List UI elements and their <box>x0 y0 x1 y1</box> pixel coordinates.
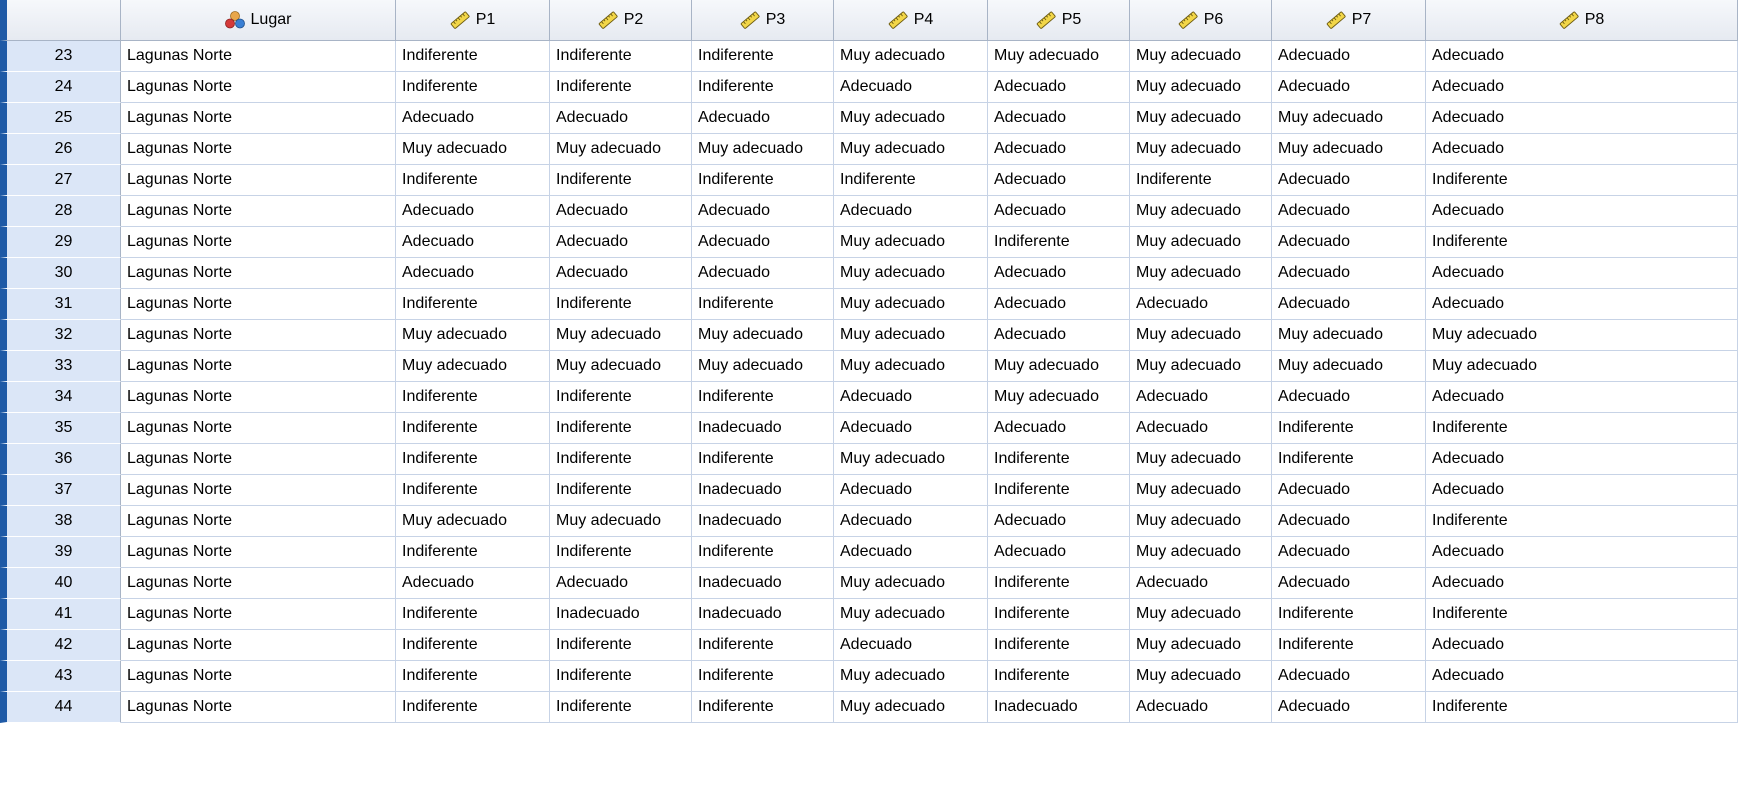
scale-ruler-icon <box>888 11 908 29</box>
row-number[interactable]: 35 <box>0 413 121 444</box>
table-cell[interactable]: Adecuado <box>550 258 692 289</box>
table-cell[interactable]: Muy adecuado <box>692 134 834 165</box>
table-cell[interactable]: Indiferente <box>396 475 550 506</box>
row-number[interactable]: 25 <box>0 103 121 134</box>
table-cell[interactable]: Adecuado <box>834 475 988 506</box>
table-cell[interactable]: Lagunas Norte <box>121 382 396 413</box>
table-cell[interactable]: Indiferente <box>550 382 692 413</box>
table-cell[interactable]: Indiferente <box>396 382 550 413</box>
table-cell[interactable]: Lagunas Norte <box>121 661 396 692</box>
row-number[interactable]: 38 <box>0 506 121 537</box>
table-cell[interactable]: Muy adecuado <box>834 103 988 134</box>
table-cell[interactable]: Inadecuado <box>988 692 1130 723</box>
table-cell[interactable]: Adecuado <box>1426 103 1738 134</box>
row-number[interactable]: 31 <box>0 289 121 320</box>
table-cell[interactable]: Muy adecuado <box>1272 320 1426 351</box>
row-number[interactable]: 24 <box>0 72 121 103</box>
table-cell[interactable]: Indiferente <box>692 41 834 72</box>
table-cell[interactable]: Inadecuado <box>550 599 692 630</box>
table-cell[interactable]: Adecuado <box>1426 444 1738 475</box>
table-cell[interactable]: Indiferente <box>550 72 692 103</box>
table-cell[interactable]: Indiferente <box>692 444 834 475</box>
table-cell[interactable]: Adecuado <box>834 196 988 227</box>
table-cell[interactable]: Indiferente <box>550 537 692 568</box>
table-cell[interactable]: Lagunas Norte <box>121 506 396 537</box>
table-cell[interactable]: Muy adecuado <box>1130 444 1272 475</box>
table-cell[interactable]: Adecuado <box>988 72 1130 103</box>
table-cell[interactable]: Adecuado <box>1426 475 1738 506</box>
table-cell[interactable]: Indiferente <box>1426 227 1738 258</box>
table-cell[interactable]: Adecuado <box>1272 72 1426 103</box>
table-cell[interactable]: Muy adecuado <box>1130 196 1272 227</box>
table-cell[interactable]: Lagunas Norte <box>121 692 396 723</box>
row-number[interactable]: 28 <box>0 196 121 227</box>
table-cell[interactable]: Muy adecuado <box>834 227 988 258</box>
table-cell[interactable]: Muy adecuado <box>1130 72 1272 103</box>
table-cell[interactable]: Indiferente <box>396 165 550 196</box>
table-cell[interactable]: Adecuado <box>1426 41 1738 72</box>
table-cell[interactable]: Muy adecuado <box>834 568 988 599</box>
table-cell[interactable]: Adecuado <box>692 196 834 227</box>
table-cell[interactable]: Adecuado <box>396 103 550 134</box>
table-cell[interactable]: Adecuado <box>1426 196 1738 227</box>
table-cell[interactable]: Indiferente <box>396 630 550 661</box>
table-cell[interactable]: Adecuado <box>834 506 988 537</box>
table-cell[interactable]: Indiferente <box>396 661 550 692</box>
table-cell[interactable]: Adecuado <box>1426 134 1738 165</box>
row-number[interactable]: 37 <box>0 475 121 506</box>
scale-ruler-icon <box>1326 11 1346 29</box>
column-header-p7[interactable] <box>1272 0 1426 41</box>
table-cell[interactable]: Muy adecuado <box>396 134 550 165</box>
table-cell[interactable]: Indiferente <box>1272 413 1426 444</box>
column-header-label: P4 <box>913 11 934 28</box>
table-cell[interactable]: Adecuado <box>834 413 988 444</box>
scale-ruler-icon <box>598 11 618 29</box>
table-cell[interactable]: Lagunas Norte <box>121 320 396 351</box>
table-cell[interactable]: Indiferente <box>550 661 692 692</box>
column-header-label: P1 <box>475 11 496 28</box>
table-cell[interactable]: Adecuado <box>550 227 692 258</box>
table-cell[interactable]: Adecuado <box>692 258 834 289</box>
table-cell[interactable]: Indiferente <box>1426 413 1738 444</box>
table-cell[interactable]: Inadecuado <box>692 506 834 537</box>
table-cell[interactable]: Adecuado <box>988 413 1130 444</box>
table-cell[interactable]: Indiferente <box>1130 165 1272 196</box>
table-cell[interactable]: Lagunas Norte <box>121 630 396 661</box>
table-cell[interactable]: Lagunas Norte <box>121 599 396 630</box>
table-cell[interactable]: Adecuado <box>550 568 692 599</box>
table-cell[interactable]: Adecuado <box>1272 661 1426 692</box>
table-cell[interactable]: Lagunas Norte <box>121 289 396 320</box>
table-cell[interactable]: Muy adecuado <box>550 506 692 537</box>
row-number[interactable]: 34 <box>0 382 121 413</box>
table-cell[interactable]: Adecuado <box>550 103 692 134</box>
column-header-lugar[interactable] <box>121 0 396 41</box>
row-number[interactable]: 42 <box>0 630 121 661</box>
table-cell[interactable]: Lagunas Norte <box>121 475 396 506</box>
table-cell[interactable]: Muy adecuado <box>834 599 988 630</box>
grid-corner[interactable] <box>0 0 121 41</box>
table-cell[interactable]: Indiferente <box>1426 692 1738 723</box>
column-header-p3[interactable] <box>692 0 834 41</box>
table-cell[interactable]: Lagunas Norte <box>121 258 396 289</box>
table-cell[interactable]: Indiferente <box>692 165 834 196</box>
table-cell[interactable]: Adecuado <box>834 382 988 413</box>
table-cell[interactable]: Lagunas Norte <box>121 196 396 227</box>
table-cell[interactable]: Adecuado <box>1426 258 1738 289</box>
table-cell[interactable]: Muy adecuado <box>834 444 988 475</box>
table-cell[interactable]: Muy adecuado <box>1130 661 1272 692</box>
table-cell[interactable]: Muy adecuado <box>1272 103 1426 134</box>
table-cell[interactable]: Muy adecuado <box>1130 227 1272 258</box>
table-cell[interactable]: Adecuado <box>988 320 1130 351</box>
table-cell[interactable]: Adecuado <box>1426 661 1738 692</box>
table-cell[interactable]: Adecuado <box>550 196 692 227</box>
table-cell[interactable]: Indiferente <box>396 41 550 72</box>
table-cell[interactable]: Indiferente <box>988 661 1130 692</box>
table-cell[interactable]: Muy adecuado <box>988 351 1130 382</box>
table-cell[interactable]: Muy adecuado <box>834 258 988 289</box>
table-cell[interactable]: Indiferente <box>988 568 1130 599</box>
table-cell[interactable]: Muy adecuado <box>1130 506 1272 537</box>
table-cell[interactable]: Adecuado <box>1272 41 1426 72</box>
table-cell[interactable]: Indiferente <box>834 165 988 196</box>
table-cell[interactable]: Inadecuado <box>692 475 834 506</box>
table-cell[interactable]: Indiferente <box>988 599 1130 630</box>
table-cell[interactable]: Indiferente <box>988 630 1130 661</box>
row-number[interactable]: 33 <box>0 351 121 382</box>
table-cell[interactable]: Lagunas Norte <box>121 72 396 103</box>
table-cell[interactable]: Adecuado <box>988 196 1130 227</box>
table-cell[interactable]: Lagunas Norte <box>121 227 396 258</box>
table-cell[interactable]: Adecuado <box>1272 692 1426 723</box>
table-cell[interactable]: Muy adecuado <box>1426 320 1738 351</box>
table-cell[interactable]: Indiferente <box>1426 506 1738 537</box>
table-cell[interactable]: Muy adecuado <box>988 382 1130 413</box>
table-cell[interactable]: Adecuado <box>1272 289 1426 320</box>
table-cell[interactable]: Muy adecuado <box>396 320 550 351</box>
table-cell[interactable]: Muy adecuado <box>1272 134 1426 165</box>
table-cell[interactable]: Inadecuado <box>692 599 834 630</box>
column-header-label: P5 <box>1061 11 1082 28</box>
table-cell[interactable]: Adecuado <box>1272 568 1426 599</box>
column-header-label: P8 <box>1584 11 1605 28</box>
table-cell[interactable]: Adecuado <box>1272 196 1426 227</box>
table-cell[interactable]: Adecuado <box>834 537 988 568</box>
table-cell[interactable]: Adecuado <box>1426 537 1738 568</box>
table-cell[interactable]: Muy adecuado <box>834 320 988 351</box>
column-header-p8[interactable] <box>1426 0 1738 41</box>
table-cell[interactable]: Muy adecuado <box>834 661 988 692</box>
table-cell[interactable]: Indiferente <box>550 444 692 475</box>
table-cell[interactable]: Muy adecuado <box>1130 599 1272 630</box>
table-cell[interactable]: Indiferente <box>1272 599 1426 630</box>
table-cell[interactable]: Adecuado <box>988 258 1130 289</box>
table-cell[interactable]: Muy adecuado <box>1130 537 1272 568</box>
table-cell[interactable]: Indiferente <box>1272 630 1426 661</box>
table-cell[interactable]: Adecuado <box>834 72 988 103</box>
nominal-variable-icon <box>225 11 245 29</box>
table-cell[interactable]: Indiferente <box>692 537 834 568</box>
table-cell[interactable]: Lagunas Norte <box>121 103 396 134</box>
row-number[interactable]: 43 <box>0 661 121 692</box>
scale-ruler-icon <box>740 11 760 29</box>
table-cell[interactable]: Adecuado <box>1426 72 1738 103</box>
table-cell[interactable]: Muy adecuado <box>1130 630 1272 661</box>
table-cell[interactable]: Adecuado <box>1426 568 1738 599</box>
table-cell[interactable]: Muy adecuado <box>1426 351 1738 382</box>
row-number[interactable]: 36 <box>0 444 121 475</box>
table-cell[interactable]: Muy adecuado <box>396 351 550 382</box>
table-cell[interactable]: Adecuado <box>396 568 550 599</box>
table-cell[interactable]: Adecuado <box>1272 382 1426 413</box>
table-cell[interactable]: Muy adecuado <box>834 351 988 382</box>
table-cell[interactable]: Adecuado <box>988 134 1130 165</box>
column-header-p6[interactable] <box>1130 0 1272 41</box>
table-cell[interactable]: Adecuado <box>988 506 1130 537</box>
table-cell[interactable]: Indiferente <box>396 692 550 723</box>
column-header-label: Lugar <box>250 11 292 28</box>
table-cell[interactable]: Adecuado <box>1272 475 1426 506</box>
table-cell[interactable]: Adecuado <box>1130 413 1272 444</box>
table-cell[interactable]: Lagunas Norte <box>121 134 396 165</box>
table-cell[interactable]: Adecuado <box>1130 692 1272 723</box>
table-cell[interactable]: Lagunas Norte <box>121 537 396 568</box>
table-cell[interactable]: Adecuado <box>834 630 988 661</box>
table-cell[interactable]: Muy adecuado <box>988 41 1130 72</box>
table-cell[interactable]: Indiferente <box>396 444 550 475</box>
table-cell[interactable]: Adecuado <box>1130 382 1272 413</box>
table-cell[interactable]: Indiferente <box>988 475 1130 506</box>
table-cell[interactable]: Indiferente <box>550 630 692 661</box>
row-number[interactable]: 44 <box>0 692 121 723</box>
row-number[interactable]: 23 <box>0 41 121 72</box>
table-cell[interactable]: Adecuado <box>692 103 834 134</box>
row-number[interactable]: 27 <box>0 165 121 196</box>
table-cell[interactable]: Muy adecuado <box>834 41 988 72</box>
row-number[interactable]: 30 <box>0 258 121 289</box>
table-cell[interactable]: Muy adecuado <box>834 134 988 165</box>
table-cell[interactable]: Muy adecuado <box>1130 320 1272 351</box>
table-cell[interactable]: Indiferente <box>550 413 692 444</box>
table-cell[interactable]: Muy adecuado <box>834 289 988 320</box>
table-cell[interactable]: Lagunas Norte <box>121 351 396 382</box>
table-cell[interactable]: Muy adecuado <box>396 506 550 537</box>
table-cell[interactable]: Inadecuado <box>692 568 834 599</box>
scale-ruler-icon <box>1036 11 1056 29</box>
table-cell[interactable]: Indiferente <box>692 289 834 320</box>
table-cell[interactable]: Muy adecuado <box>1130 475 1272 506</box>
table-cell[interactable]: Adecuado <box>1272 506 1426 537</box>
table-cell[interactable]: Adecuado <box>692 227 834 258</box>
row-number[interactable]: 39 <box>0 537 121 568</box>
table-cell[interactable]: Muy adecuado <box>1272 351 1426 382</box>
table-cell[interactable]: Indiferente <box>550 165 692 196</box>
table-cell[interactable]: Indiferente <box>396 413 550 444</box>
row-number[interactable]: 41 <box>0 599 121 630</box>
table-cell[interactable]: Muy adecuado <box>550 320 692 351</box>
table-cell[interactable]: Muy adecuado <box>550 134 692 165</box>
table-cell[interactable]: Indiferente <box>550 692 692 723</box>
table-cell[interactable]: Inadecuado <box>692 413 834 444</box>
table-cell[interactable]: Muy adecuado <box>550 351 692 382</box>
table-cell[interactable]: Adecuado <box>1426 630 1738 661</box>
table-cell[interactable]: Lagunas Norte <box>121 413 396 444</box>
table-cell[interactable]: Adecuado <box>1272 165 1426 196</box>
row-number[interactable]: 32 <box>0 320 121 351</box>
table-cell[interactable]: Indiferente <box>692 72 834 103</box>
table-cell[interactable]: Adecuado <box>396 196 550 227</box>
table-cell[interactable]: Muy adecuado <box>692 351 834 382</box>
column-header-label: P2 <box>623 11 644 28</box>
table-cell[interactable]: Adecuado <box>1426 382 1738 413</box>
table-cell[interactable]: Indiferente <box>1426 165 1738 196</box>
table-cell[interactable]: Adecuado <box>396 227 550 258</box>
column-header-p1[interactable] <box>396 0 550 41</box>
row-number[interactable]: 29 <box>0 227 121 258</box>
table-cell[interactable]: Indiferente <box>396 599 550 630</box>
table-cell[interactable]: Indiferente <box>692 382 834 413</box>
table-cell[interactable]: Indiferente <box>692 630 834 661</box>
table-cell[interactable]: Adecuado <box>1130 568 1272 599</box>
table-cell[interactable]: Adecuado <box>988 165 1130 196</box>
column-header-label: P6 <box>1203 11 1224 28</box>
table-cell[interactable]: Adecuado <box>1272 537 1426 568</box>
table-cell[interactable]: Indiferente <box>396 72 550 103</box>
table-cell[interactable]: Muy adecuado <box>692 320 834 351</box>
scale-ruler-icon <box>450 11 470 29</box>
table-cell[interactable]: Adecuado <box>1272 227 1426 258</box>
table-cell[interactable]: Indiferente <box>550 41 692 72</box>
table-cell[interactable]: Lagunas Norte <box>121 568 396 599</box>
table-cell[interactable]: Adecuado <box>1272 258 1426 289</box>
table-cell[interactable]: Muy adecuado <box>1130 134 1272 165</box>
column-header-p2[interactable] <box>550 0 692 41</box>
table-cell[interactable]: Indiferente <box>550 475 692 506</box>
table-cell[interactable]: Indiferente <box>988 227 1130 258</box>
table-cell[interactable]: Muy adecuado <box>1130 351 1272 382</box>
table-cell[interactable]: Indiferente <box>988 444 1130 475</box>
row-number[interactable]: 40 <box>0 568 121 599</box>
table-cell[interactable]: Indiferente <box>692 661 834 692</box>
table-cell[interactable]: Indiferente <box>692 692 834 723</box>
column-header-label: P7 <box>1351 11 1372 28</box>
scale-ruler-icon <box>1559 11 1579 29</box>
table-cell[interactable]: Indiferente <box>550 289 692 320</box>
table-cell[interactable]: Indiferente <box>1272 444 1426 475</box>
column-header-p4[interactable] <box>834 0 988 41</box>
table-cell[interactable]: Lagunas Norte <box>121 444 396 475</box>
table-cell[interactable]: Lagunas Norte <box>121 41 396 72</box>
column-header-label: P3 <box>765 11 786 28</box>
table-cell[interactable]: Muy adecuado <box>834 692 988 723</box>
column-header-p5[interactable] <box>988 0 1130 41</box>
table-cell[interactable]: Muy adecuado <box>1130 258 1272 289</box>
table-cell[interactable]: Lagunas Norte <box>121 165 396 196</box>
table-cell[interactable]: Indiferente <box>1426 599 1738 630</box>
table-cell[interactable]: Indiferente <box>396 289 550 320</box>
scale-ruler-icon <box>1178 11 1198 29</box>
table-cell[interactable]: Muy adecuado <box>1130 41 1272 72</box>
table-cell[interactable]: Muy adecuado <box>1130 103 1272 134</box>
row-number[interactable]: 26 <box>0 134 121 165</box>
table-cell[interactable]: Adecuado <box>396 258 550 289</box>
table-cell[interactable]: Adecuado <box>1130 289 1272 320</box>
table-cell[interactable]: Adecuado <box>988 537 1130 568</box>
table-cell[interactable]: Indiferente <box>396 537 550 568</box>
table-cell[interactable]: Adecuado <box>988 103 1130 134</box>
table-cell[interactable]: Adecuado <box>988 289 1130 320</box>
table-cell[interactable]: Adecuado <box>1426 289 1738 320</box>
